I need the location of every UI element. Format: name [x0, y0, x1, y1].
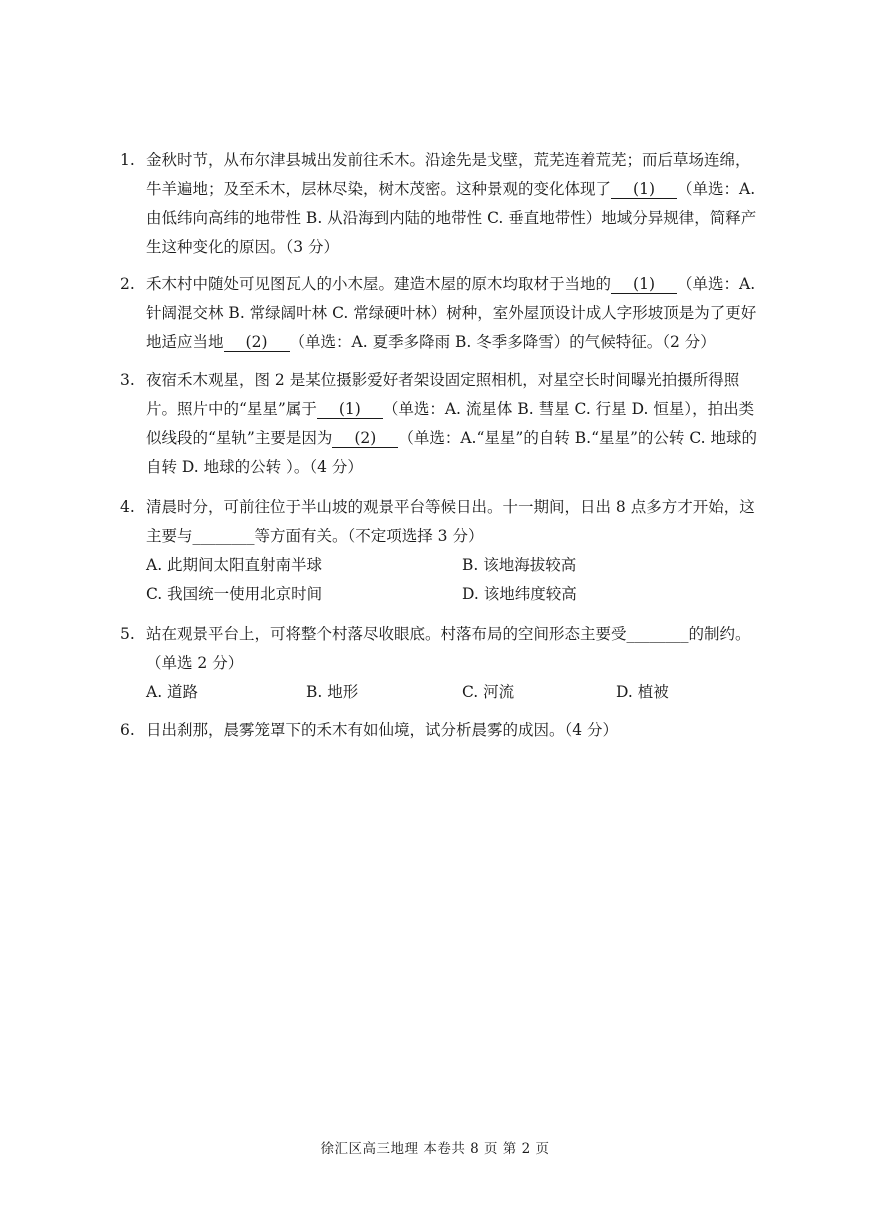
question-5 — [120, 620, 760, 707]
question-text: 清晨时分，可前往位于半山坡的观景平台等候日出。十一期间，日出 8 点多方才开始，这主要与________等方面有关。（不定项选择 3 分） A. 此期间太阳直射南半球 B. 该地海拔较高 C. 我国统一使用北京时间 D. 该地纬度较高 — [146, 493, 760, 609]
page-footer: 徐汇区高三地理 本卷共 8 页 第 2 页 — [320, 1141, 550, 1157]
question-number: 1. — [120, 151, 135, 169]
question-text: 夜宿禾木观星，图 2 是某位摄影爱好者架设固定照相机，对星空长时间曝光拍摄所得照片。照片中的“星星”属于 (1) （单选：A. 流星体 B. 彗星 C. 行星 D. 恒星），拍出类似线段的“星轨”主要是因为 (2) （单选：A.“星星”的自转 B.“星星”的公转 C. 地球的自转 D. 地球的公转 ）。（4 分） — [146, 371, 758, 476]
question-number: 5. — [120, 625, 135, 643]
options-row-2 — [146, 580, 760, 609]
option-d[interactable]: D. 植被 — [616, 683, 669, 701]
option-b[interactable]: B. 地形 — [306, 683, 359, 701]
question-1 — [120, 146, 760, 262]
option-a[interactable]: A. 道路 — [146, 683, 199, 701]
question-3 — [120, 366, 760, 482]
question-text: 日出刹那，晨雾笼罩下的禾木有如仙境，试分析晨雾的成因。（4 分） — [146, 721, 619, 739]
answer-blank-1[interactable]: (1) — [611, 180, 677, 199]
option-b[interactable]: B. 该地海拔较高 — [462, 556, 577, 574]
question-6 — [120, 716, 760, 745]
question-number: 3. — [120, 371, 135, 389]
question-text: 禾木村中随处可见图瓦人的小木屋。建造木屋的原木均取材于当地的 (1) （单选：A. 针阔混交林 B. 常绿阔叶林 C. 常绿硬叶林）树种，室外屋顶设计成人字形坡顶是为了更好地适应当地 (2) （单选：A. 夏季多降雨 B. 冬季多降雪）的气候特征。（2 分） — [146, 275, 757, 351]
options-row — [146, 678, 760, 707]
question-number: 6. — [120, 721, 135, 739]
answer-blank-1[interactable]: (1) — [611, 275, 677, 294]
options-row-1 — [146, 551, 760, 580]
answer-blank-1[interactable]: (1) — [317, 400, 383, 419]
answer-blank-2[interactable]: (2) — [224, 333, 290, 352]
question-number: 2. — [120, 275, 135, 293]
question-2 — [120, 270, 760, 357]
question-4 — [120, 493, 760, 609]
answer-blank-2[interactable]: (2) — [332, 429, 398, 448]
option-c[interactable]: C. 我国统一使用北京时间 — [146, 585, 323, 603]
question-text: 站在观景平台上，可将整个村落尽收眼底。村落布局的空间形态主要受________的制约。（单选 2 分） A. 道路 B. 地形 C. 河流 D. 植被 — [146, 620, 760, 707]
question-number: 4. — [120, 498, 135, 516]
option-a[interactable]: A. 此期间太阳直射南半球 — [146, 556, 323, 574]
option-c[interactable]: C. 河流 — [462, 683, 515, 701]
option-d[interactable]: D. 该地纬度较高 — [462, 585, 577, 603]
question-text: 金秋时节，从布尔津县城出发前往禾木。沿途先是戈壁，荒芜连着荒芜；而后草场连绵，牛羊遍地；及至禾木，层林尽染，树木茂密。这种景观的变化体现了 (1) （单选：A. 由低纬向高纬的地带性 B. 从沿海到内陆的地带性 C. 垂直地带性）地域分异规律，简释产生这种变化的原因。（3 分） — [146, 151, 757, 256]
